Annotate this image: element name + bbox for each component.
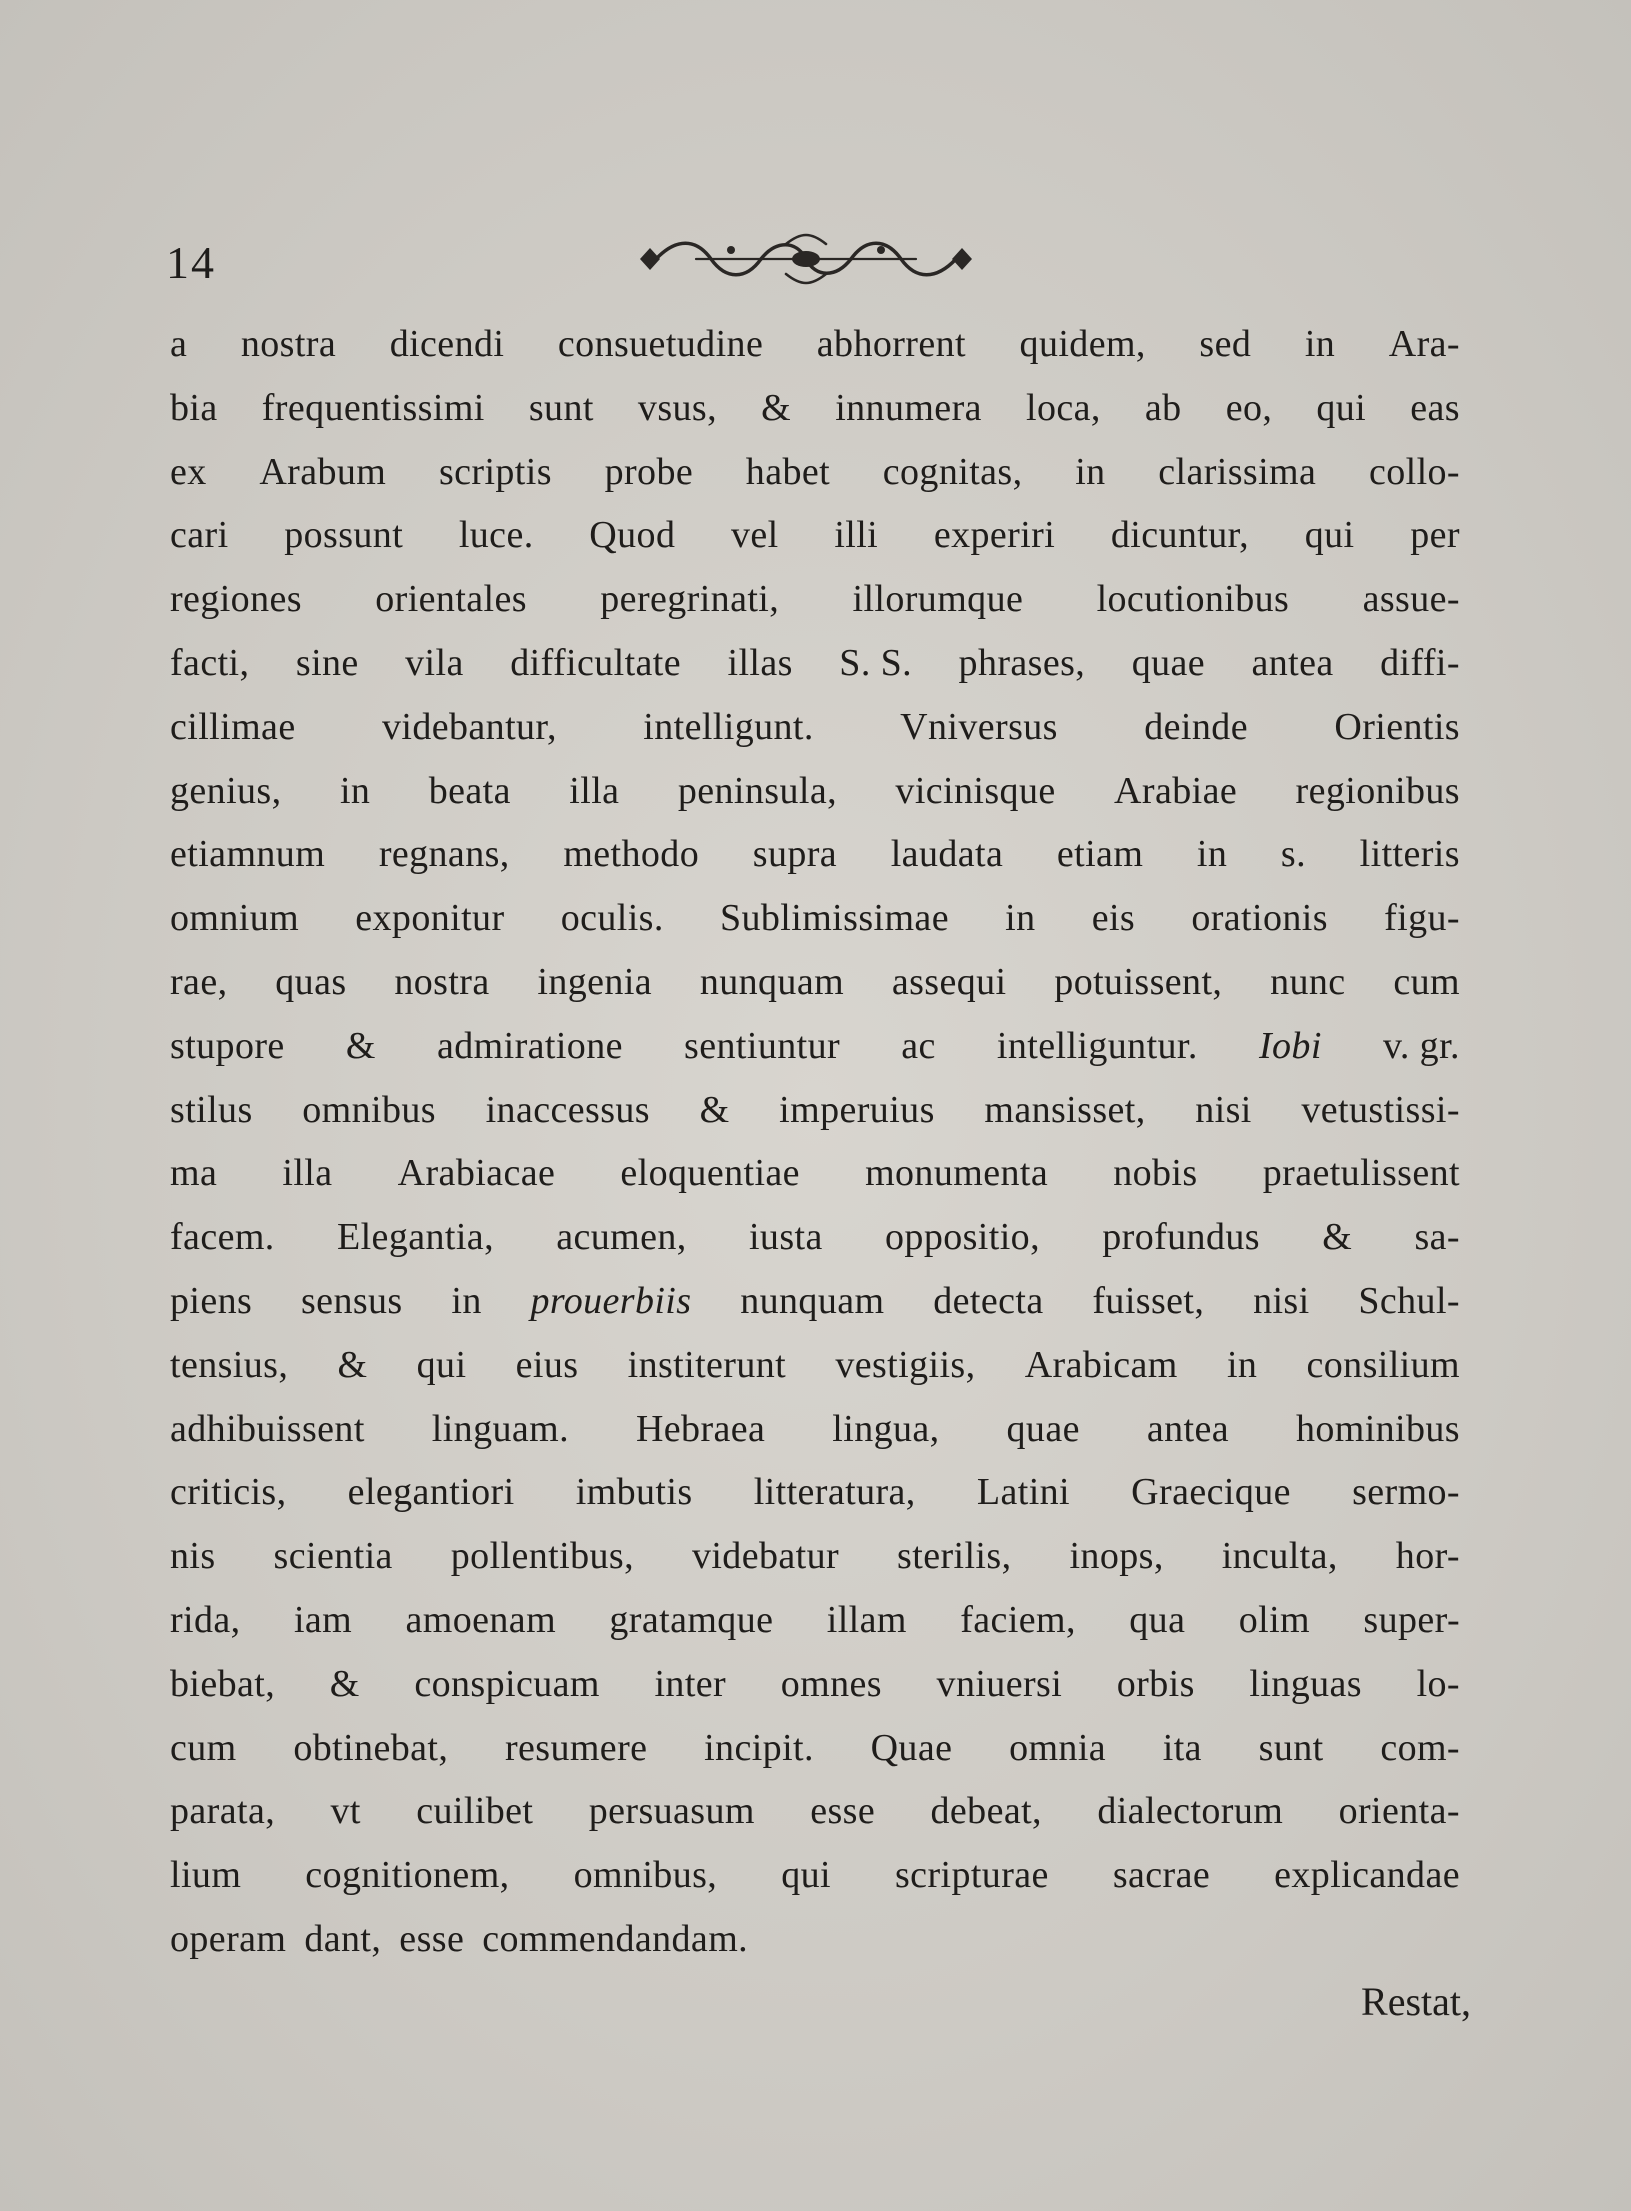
word: inaccessus bbox=[485, 1088, 650, 1131]
word: elegantiori bbox=[347, 1471, 515, 1514]
word: dicuntur, bbox=[1110, 514, 1250, 557]
word: monumenta bbox=[865, 1152, 1049, 1195]
word: cum bbox=[170, 1726, 237, 1769]
word: amoenam bbox=[405, 1598, 557, 1641]
text-line bbox=[170, 1079, 1460, 1143]
word: & bbox=[1322, 1216, 1353, 1259]
word: resumere bbox=[504, 1726, 648, 1769]
word: difficultate bbox=[510, 641, 682, 684]
word: eis bbox=[1091, 897, 1136, 940]
word: clarissima bbox=[1158, 450, 1317, 493]
word: Ara- bbox=[1388, 323, 1460, 365]
word: nisi bbox=[1253, 1279, 1310, 1322]
word: nunquam bbox=[740, 1279, 885, 1322]
word: etiam bbox=[1056, 833, 1144, 876]
text-line bbox=[170, 1908, 1460, 1972]
word: stilus bbox=[170, 1088, 253, 1131]
word: quidem, bbox=[1019, 323, 1146, 365]
text-line bbox=[170, 887, 1460, 951]
word: qui bbox=[1304, 514, 1355, 557]
word: figu- bbox=[1384, 897, 1460, 940]
word: antea bbox=[1146, 1407, 1229, 1450]
word: vestigiis, bbox=[835, 1343, 976, 1386]
word: nis bbox=[170, 1535, 216, 1578]
word: possunt bbox=[284, 514, 404, 557]
word: stupore bbox=[170, 1024, 285, 1067]
word: quae bbox=[1131, 641, 1206, 684]
word: genius, bbox=[170, 769, 282, 812]
word: & bbox=[337, 1343, 368, 1386]
word: iam bbox=[293, 1598, 353, 1641]
word: com- bbox=[1380, 1726, 1460, 1769]
word: loca, bbox=[1026, 386, 1101, 429]
text-line bbox=[170, 632, 1460, 696]
text-line bbox=[170, 313, 1460, 377]
word: biebat, bbox=[170, 1662, 276, 1705]
word: per bbox=[1410, 514, 1460, 557]
text-line bbox=[170, 1589, 1460, 1653]
word: regnans, bbox=[378, 833, 510, 876]
word: sa- bbox=[1414, 1216, 1460, 1259]
word: quas bbox=[275, 960, 347, 1003]
text-line bbox=[170, 1142, 1460, 1206]
word: lium bbox=[170, 1854, 242, 1897]
word: scripturae bbox=[894, 1854, 1049, 1897]
word: conspicuam bbox=[414, 1662, 600, 1705]
word: vicinisque bbox=[895, 769, 1056, 812]
word: pollentibus, bbox=[450, 1535, 634, 1578]
word: illas bbox=[727, 641, 793, 684]
word: dicendi bbox=[389, 323, 505, 365]
word: sed bbox=[1199, 323, 1252, 365]
word: assue- bbox=[1362, 578, 1460, 621]
text-line bbox=[170, 1015, 1460, 1079]
word: piens bbox=[170, 1279, 253, 1322]
word: laudata bbox=[890, 833, 1004, 876]
word: commendandam. bbox=[482, 1917, 749, 1960]
word: nostra bbox=[394, 960, 490, 1003]
word: lo- bbox=[1416, 1662, 1460, 1705]
word: sine bbox=[295, 641, 359, 684]
word: experiri bbox=[933, 514, 1056, 557]
word: etiamnum bbox=[170, 833, 326, 876]
word: eo, bbox=[1225, 386, 1273, 429]
word: hor- bbox=[1395, 1535, 1460, 1578]
word: collo- bbox=[1368, 450, 1460, 493]
word: iusta bbox=[748, 1216, 823, 1259]
word: nostra bbox=[240, 323, 337, 365]
word: in bbox=[1196, 833, 1228, 876]
word: facti, bbox=[170, 641, 250, 684]
word: acumen, bbox=[556, 1216, 687, 1259]
word: videbantur, bbox=[381, 705, 557, 748]
word: omnes bbox=[780, 1662, 882, 1705]
word: a bbox=[170, 323, 188, 365]
word: litteratura, bbox=[753, 1471, 916, 1514]
word: rae, bbox=[170, 960, 228, 1003]
text-line bbox=[170, 377, 1460, 441]
word: intelligunt. bbox=[643, 705, 814, 748]
word: imbutis bbox=[575, 1471, 693, 1514]
word: frequentissimi bbox=[261, 386, 485, 429]
catchword: Restat, bbox=[1361, 1979, 1471, 2024]
word: vel bbox=[731, 514, 779, 557]
word: Quae bbox=[870, 1726, 953, 1769]
word: Graecique bbox=[1131, 1471, 1291, 1514]
word: nobis bbox=[1113, 1152, 1198, 1195]
word: cari bbox=[170, 514, 229, 557]
page-number: 14 bbox=[166, 237, 216, 288]
word: oppositio, bbox=[885, 1216, 1040, 1259]
text-line bbox=[170, 696, 1460, 760]
word: qui bbox=[781, 1854, 831, 1897]
word: regionibus bbox=[1295, 769, 1460, 812]
word: oculis. bbox=[560, 897, 664, 940]
word: beata bbox=[428, 769, 511, 812]
word: scriptis bbox=[438, 450, 552, 493]
word: inops, bbox=[1069, 1535, 1164, 1578]
word: mansisset, bbox=[984, 1088, 1146, 1131]
text-line bbox=[170, 441, 1460, 505]
word: nisi bbox=[1195, 1088, 1252, 1131]
word: ex bbox=[170, 450, 207, 493]
word: consilium bbox=[1306, 1343, 1460, 1386]
text-line bbox=[170, 823, 1460, 887]
word: Orientis bbox=[1334, 705, 1460, 748]
ornament-icon bbox=[636, 228, 976, 290]
word: inter bbox=[654, 1662, 727, 1705]
word: scientia bbox=[273, 1535, 393, 1578]
word: vsus, bbox=[637, 386, 717, 429]
word: in bbox=[1075, 450, 1106, 493]
word: qui bbox=[416, 1343, 467, 1386]
word: omnibus, bbox=[573, 1854, 718, 1897]
word: dialectorum bbox=[1097, 1790, 1284, 1833]
word: profundus bbox=[1102, 1216, 1260, 1259]
word: in bbox=[1005, 897, 1036, 940]
word: vila bbox=[405, 641, 464, 684]
word: praetulissent bbox=[1262, 1152, 1460, 1195]
word: Arabicam bbox=[1024, 1343, 1178, 1386]
word: Latini bbox=[976, 1471, 1071, 1514]
word: sterilis, bbox=[897, 1535, 1012, 1578]
word: supra bbox=[752, 833, 838, 876]
word: peninsula, bbox=[677, 769, 837, 812]
word: operam bbox=[170, 1917, 287, 1960]
word: fuisset, bbox=[1092, 1279, 1205, 1322]
word: Arabiacae bbox=[397, 1152, 556, 1195]
word: orientales bbox=[375, 578, 527, 621]
text-line bbox=[170, 1398, 1460, 1462]
text-line bbox=[170, 1653, 1460, 1717]
word: criticis, bbox=[170, 1471, 287, 1514]
word: omnia bbox=[1009, 1726, 1107, 1769]
word: olim bbox=[1238, 1598, 1311, 1641]
word: methodo bbox=[563, 833, 700, 876]
word: eloquentiae bbox=[620, 1152, 800, 1195]
word: eas bbox=[1410, 386, 1460, 429]
word: eius bbox=[515, 1343, 579, 1386]
word: potuissent, bbox=[1054, 960, 1223, 1003]
word: bia bbox=[170, 386, 218, 429]
word: regiones bbox=[170, 578, 302, 621]
word: peregrinati, bbox=[600, 578, 780, 621]
word: ma bbox=[170, 1152, 218, 1195]
word: cuilibet bbox=[416, 1790, 534, 1833]
word: qua bbox=[1129, 1598, 1186, 1641]
word: persuasum bbox=[588, 1790, 755, 1833]
word: illa bbox=[569, 769, 620, 812]
word: orationis bbox=[1191, 897, 1328, 940]
word: explicandae bbox=[1274, 1854, 1460, 1897]
word: Hebraea bbox=[635, 1407, 766, 1450]
word: illam bbox=[826, 1598, 907, 1641]
running-head bbox=[166, 228, 1466, 298]
word: institerunt bbox=[627, 1343, 787, 1386]
word: incipit. bbox=[704, 1726, 814, 1769]
word: vniuersi bbox=[936, 1662, 1063, 1705]
word: ingenia bbox=[537, 960, 653, 1003]
word: linguas bbox=[1249, 1662, 1362, 1705]
word: Arabiae bbox=[1114, 769, 1238, 812]
word: Iobi bbox=[1258, 1024, 1322, 1067]
word: intelliguntur. bbox=[996, 1024, 1198, 1067]
word: illi bbox=[834, 514, 879, 557]
word: obtinebat, bbox=[293, 1726, 449, 1769]
word: parata, bbox=[170, 1790, 276, 1833]
word: Sublimissimae bbox=[719, 897, 949, 940]
word: super- bbox=[1363, 1598, 1460, 1641]
word: gratamque bbox=[609, 1598, 774, 1641]
word: debeat, bbox=[930, 1790, 1042, 1833]
word: Arabum bbox=[259, 450, 387, 493]
text-line bbox=[170, 1525, 1460, 1589]
word: & bbox=[699, 1088, 730, 1131]
word: faciem, bbox=[960, 1598, 1076, 1641]
word: vt bbox=[330, 1790, 361, 1833]
word: nunquam bbox=[699, 960, 845, 1003]
text-line bbox=[170, 1461, 1460, 1525]
word: detecta bbox=[933, 1279, 1044, 1322]
text-line bbox=[170, 1206, 1460, 1270]
word: antea bbox=[1251, 641, 1334, 684]
word: imperuius bbox=[779, 1088, 935, 1131]
word: & bbox=[761, 386, 792, 429]
word: cillimae bbox=[170, 705, 296, 748]
text-line bbox=[170, 1270, 1460, 1334]
word: in bbox=[451, 1279, 482, 1322]
word: Schul- bbox=[1358, 1279, 1460, 1322]
word: cognitionem, bbox=[305, 1854, 510, 1897]
word: consuetudine bbox=[557, 323, 764, 365]
word: adhibuissent bbox=[170, 1407, 365, 1450]
word: Vniversus bbox=[900, 705, 1058, 748]
word: luce. bbox=[458, 514, 534, 557]
text-line bbox=[170, 1717, 1460, 1781]
word: orienta- bbox=[1338, 1790, 1460, 1833]
word: locutionibus bbox=[1096, 578, 1290, 621]
word: in bbox=[1226, 1343, 1258, 1386]
word: inculta, bbox=[1221, 1535, 1338, 1578]
text-line bbox=[170, 1334, 1460, 1398]
word: linguam. bbox=[431, 1407, 569, 1450]
word: probe bbox=[604, 450, 694, 493]
word: hominibus bbox=[1295, 1407, 1460, 1450]
word: sermo- bbox=[1352, 1471, 1460, 1514]
word: quae bbox=[1006, 1407, 1080, 1450]
word: diffi- bbox=[1380, 641, 1460, 684]
body-text bbox=[170, 313, 1460, 1972]
word: lingua, bbox=[832, 1407, 940, 1450]
word: omnium bbox=[170, 897, 300, 940]
word: assequi bbox=[891, 960, 1007, 1003]
text-line bbox=[170, 760, 1460, 824]
word: videbatur bbox=[691, 1535, 840, 1578]
word: sunt bbox=[1258, 1726, 1324, 1769]
word: nunc bbox=[1270, 960, 1346, 1003]
word: abhorrent bbox=[816, 323, 966, 365]
word: admiratione bbox=[436, 1024, 623, 1067]
word: qui bbox=[1316, 386, 1367, 429]
word: in bbox=[339, 769, 371, 812]
word: orbis bbox=[1116, 1662, 1195, 1705]
word: illorumque bbox=[852, 578, 1024, 621]
word: & bbox=[329, 1662, 360, 1705]
text-line bbox=[170, 504, 1460, 568]
word: cum bbox=[1393, 960, 1460, 1003]
word: innumera bbox=[835, 386, 982, 429]
word: habet bbox=[745, 450, 831, 493]
word: ac bbox=[901, 1024, 936, 1067]
word: sentiuntur bbox=[684, 1024, 841, 1067]
word: Elegantia, bbox=[336, 1216, 494, 1259]
word: dant, bbox=[304, 1917, 382, 1960]
word: v. gr. bbox=[1382, 1024, 1460, 1067]
word: omnibus bbox=[302, 1088, 436, 1131]
word: sensus bbox=[300, 1279, 403, 1322]
word: ab bbox=[1144, 386, 1182, 429]
word: S. S. bbox=[839, 641, 913, 684]
word: Quod bbox=[589, 514, 676, 557]
word: in bbox=[1304, 323, 1336, 365]
word: sacrae bbox=[1112, 1854, 1211, 1897]
word: s. bbox=[1280, 833, 1307, 876]
word: deinde bbox=[1144, 705, 1248, 748]
word: vetustissi- bbox=[1301, 1088, 1460, 1131]
word: & bbox=[345, 1024, 376, 1067]
word: esse bbox=[399, 1917, 465, 1960]
word: sunt bbox=[528, 386, 594, 429]
text-line bbox=[170, 568, 1460, 632]
word: facem. bbox=[170, 1216, 275, 1259]
word: ita bbox=[1162, 1726, 1202, 1769]
text-line bbox=[170, 1780, 1460, 1844]
word: esse bbox=[810, 1790, 876, 1833]
word: exponitur bbox=[355, 897, 505, 940]
word: cognitas, bbox=[882, 450, 1023, 493]
word: tensius, bbox=[170, 1343, 289, 1386]
text-line bbox=[170, 1844, 1460, 1908]
word: prouerbiis bbox=[530, 1279, 692, 1322]
word: illa bbox=[282, 1152, 333, 1195]
word: phrases, bbox=[958, 641, 1086, 684]
word: litteris bbox=[1359, 833, 1460, 876]
word: rida, bbox=[170, 1598, 241, 1641]
text-line bbox=[170, 951, 1460, 1015]
